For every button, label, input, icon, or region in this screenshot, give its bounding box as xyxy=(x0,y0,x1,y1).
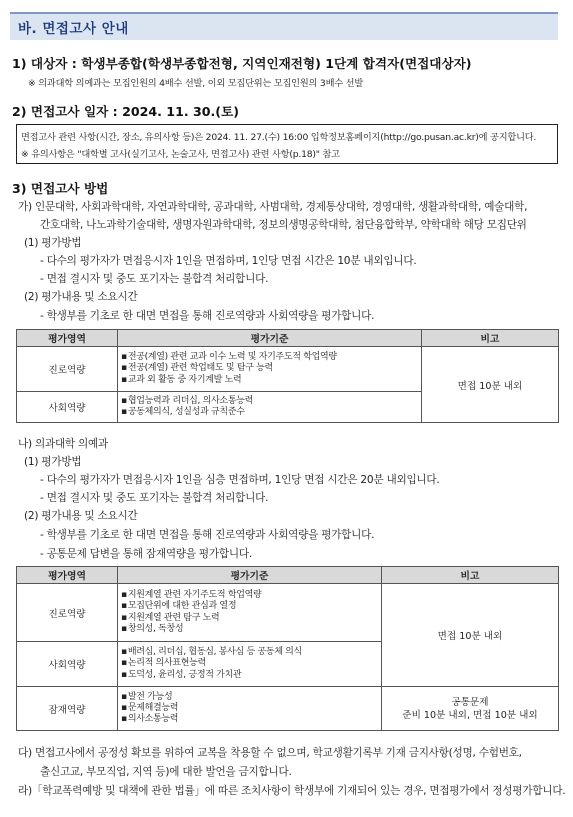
table-header: 평가기준 xyxy=(118,567,382,584)
criteria-item: ▪ 교과 외 활동 중 자기계발 노력 xyxy=(121,375,418,386)
criteria-item: ▪ 모집단위에 대한 관심과 열정 xyxy=(121,601,378,612)
notice-line-1: 면접고사 관련 사항(시간, 장소, 유의사항 등)은 2024. 11. 27.(수) 16:00 입학정보홈페이지(http://go.pusan.ac.kr)에 공지합니다. xyxy=(21,132,537,143)
table-header-row xyxy=(17,567,559,584)
criteria-item: ▪ 공동체의식, 성실성과 규칙준수 xyxy=(121,407,418,418)
ra-line-1: 라)「학교폭력예방 및 대책에 관한 법률」에 따른 조치사항이 학생부에 기재되어 있는 경우, 면접평가에서 정성평가합니다. xyxy=(18,785,566,797)
ga-eval-method-b: - 면접 결시자 및 중도 포기자는 불합격 처리합니다. xyxy=(40,273,269,285)
eval-note: 면접 10분 내외 xyxy=(422,347,559,423)
table-header: 비고 xyxy=(382,567,559,584)
eval-criteria xyxy=(118,687,382,731)
eval-area: 사회역량 xyxy=(17,642,118,687)
eval-note-common xyxy=(382,687,559,731)
criteria-item: ▪ 문제해결능력 xyxy=(121,703,378,714)
table-header: 평가영역 xyxy=(17,567,118,584)
criteria-item: ▪ 발전 가능성 xyxy=(121,692,378,703)
ga-line-1: 가) 인문대학, 사회과학대학, 자연과학대학, 공과대학, 사범대학, 경제통상대학, 경영대학, 생활과학대학, 예술대학, xyxy=(18,201,528,213)
criteria-item: ▪ 배려심, 리더십, 협동심, 봉사심 등 공동체 의식 xyxy=(121,647,378,658)
eval-criteria xyxy=(118,392,422,423)
criteria-item: ▪ 지원계열 관련 탐구 노력 xyxy=(121,613,378,624)
criteria-item: ▪ 창의성, 독창성 xyxy=(121,624,378,635)
section-title-bar xyxy=(10,12,558,40)
target-note: ※ 의과대학 의예과는 모집인원의 4배수 선발, 이외 모집단위는 모집인원의 3배수 선발 xyxy=(28,78,363,89)
ga-eval-content-title: (2) 평가내용 및 소요시간 xyxy=(24,291,138,303)
notice-line-2: ※ 유의사항은 "대학별 고사(실기고사, 논술고사, 면접고사) 관련 사항(p.18)" 참고 xyxy=(21,149,340,160)
heading-method: 3) 면접고사 방법 xyxy=(12,181,109,196)
da-line-1: 다) 면접고사에서 공정성 확보를 위하여 교복을 착용할 수 없으며, 학교생활기록부 기재 금지사항(성명, 수험번호, xyxy=(18,747,522,759)
ga-eval-method-title: (1) 평가방법 xyxy=(24,237,82,249)
eval-criteria xyxy=(118,347,422,392)
na-eval-content-a: - 학생부를 기초로 한 대면 면접을 통해 진로역량과 사회역량을 평가합니다. xyxy=(40,529,375,541)
criteria-item: ▪ 도덕성, 윤리성, 긍정적 가치관 xyxy=(121,670,378,681)
eval-criteria xyxy=(118,642,382,687)
table-header: 평가영역 xyxy=(17,330,118,347)
table-header: 평가기준 xyxy=(118,330,422,347)
heading-target: 1) 대상자 : 학생부종합(학생부종합전형, 지역인재전형) 1단계 합격자(면접대상자) xyxy=(12,56,472,71)
criteria-item: ▪ 지원계열 관련 자기주도적 학업역량 xyxy=(121,590,378,601)
na-eval-content-title: (2) 평가내용 및 소요시간 xyxy=(24,510,138,522)
criteria-item: ▪ 의사소통능력 xyxy=(121,714,378,725)
criteria-item: ▪ 전공(계열) 관련 교과 이수 노력 및 자기주도적 학업역량 xyxy=(121,352,418,363)
eval-criteria xyxy=(118,584,382,642)
ga-eval-table xyxy=(16,329,559,423)
heading-date: 2) 면접고사 일자 : 2024. 11. 30.(토) xyxy=(12,104,239,119)
ga-eval-method-a: - 다수의 평가자가 면접응시자 1인을 면접하며, 1인당 면접 시간은 10분 내외입니다. xyxy=(40,255,417,267)
na-eval-table xyxy=(16,566,559,731)
table-header: 비고 xyxy=(422,330,559,347)
eval-area: 진로역량 xyxy=(17,584,118,642)
eval-note: 면접 10분 내외 xyxy=(382,584,559,687)
na-eval-method-a: - 다수의 평가자가 면접응시자 1인을 심층 면접하며, 1인당 면접 시간은 20분 내외입니다. xyxy=(40,474,440,486)
criteria-item: ▪ 협업능력과 리더십, 의사소통능력 xyxy=(121,396,418,407)
ga-eval-content-a: - 학생부를 기초로 한 대면 면접을 통해 진로역량과 사회역량을 평가합니다. xyxy=(40,310,375,322)
table-row xyxy=(17,687,559,731)
eval-area: 잠재역량 xyxy=(17,687,118,731)
da-line-2: 출신고교, 부모직업, 지역 등)에 대한 발언을 금지합니다. xyxy=(40,766,292,778)
ga-line-2: 간호대학, 나노과학기술대학, 생명자원과학대학, 정보의생명공학대학, 첨단융합학부, 약학대학 해당 모집단위 xyxy=(40,219,527,231)
eval-area: 진로역량 xyxy=(17,347,118,392)
table-header-row xyxy=(17,330,559,347)
criteria-item: ▪ 논리적 의사표현능력 xyxy=(121,658,378,669)
na-eval-method-b: - 면접 결시자 및 중도 포기자는 불합격 처리합니다. xyxy=(40,492,269,504)
na-eval-content-b: - 공통문제 답변을 통해 잠재역량을 평가합니다. xyxy=(40,548,252,560)
common-question-time: 준비 10분 내외, 면접 10분 내외 xyxy=(402,709,538,721)
na-eval-method-title: (1) 평가방법 xyxy=(24,456,82,468)
section-title: 바. 면접고사 안내 xyxy=(18,21,129,37)
table-row xyxy=(17,584,559,642)
common-question-label: 공통문제 xyxy=(451,696,489,708)
na-title: 나) 의과대학 의예과 xyxy=(18,438,108,450)
table-row xyxy=(17,347,559,392)
eval-area: 사회역량 xyxy=(17,392,118,423)
criteria-item: ▪ 전공(계열) 관련 학업태도 및 탐구 능력 xyxy=(121,363,418,374)
notice-box xyxy=(16,124,558,164)
